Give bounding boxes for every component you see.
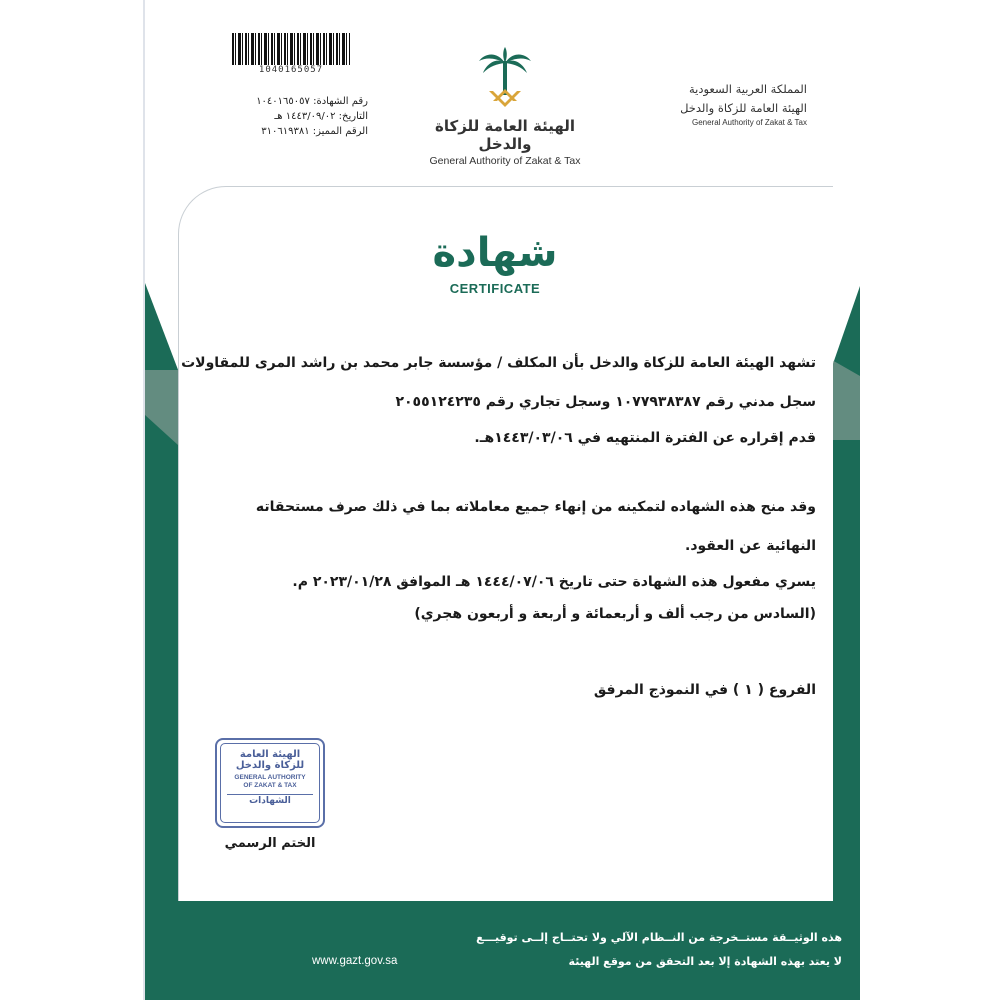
certificate-meta xyxy=(238,94,368,139)
ksa-header xyxy=(655,82,807,127)
footer-notice: هذه الوثيــقة مستــخرجة من النــظام الآلي ولا تحتــاج إلــى توقيـــع xyxy=(476,931,842,944)
logo-english-name: General Authority of Zakat & Tax xyxy=(429,155,581,167)
footer-band xyxy=(145,900,860,1000)
body-line-branches: الفروع ( ١ ) في النموذج المرفق xyxy=(593,682,816,698)
barcode-bars xyxy=(232,33,350,67)
official-stamp xyxy=(215,738,325,828)
barcode-number: 1040165057 xyxy=(232,65,350,75)
stamp-authority-en-1: GENERAL AUTHORITY xyxy=(234,774,306,781)
body-line-validity: يسري مفعول هذه الشهادة حتى تاريخ ١٤٤٤/٠٧/٠٦ هـ الموافق ٢٠٢٣/٠١/٢٨ م. xyxy=(292,574,816,590)
body-line-return-period: قدم إقراره عن الفترة المنتهيه في ١٤٤٣/٠٣/٠٦هـ. xyxy=(474,430,816,446)
body-line-validity-words: (السادس من رجب ألف و أربعمائة و أربعة و أربعون هجري) xyxy=(414,606,816,622)
distinguished-number: الرقم المميز: ٣١٠٦١٩٣٨١ xyxy=(261,126,368,137)
stamp-authority-en-2: OF ZAKAT & TAX xyxy=(243,782,297,789)
page-background xyxy=(0,0,145,1000)
stamp-authority-en xyxy=(221,774,319,790)
stamp-caption: الختم الرسمي xyxy=(224,836,316,851)
stamp-inner-border xyxy=(220,743,320,823)
stamp-authority-ar-2: للزكاة والدخل xyxy=(235,760,305,771)
ksa-kingdom-name: المملكة العربية السعودية xyxy=(689,82,807,96)
palm-logo-icon xyxy=(475,45,535,115)
footer-verification: لا يعتد بهذه الشهادة إلا بعد التحقق من موقع الهيئة xyxy=(568,955,842,968)
footer-website-link[interactable]: www.gazt.gov.sa xyxy=(312,955,398,967)
body-line-purpose: وقد منح هذه الشهاده لتمكينه من إنهاء جميع معاملاته بما في ذلك صرف مستحقاته xyxy=(255,499,816,515)
stamp-department: الشهادات xyxy=(227,794,313,806)
barcode xyxy=(232,33,350,73)
gazt-logo xyxy=(410,45,600,167)
stamp-authority-ar-1: الهيئة العامة xyxy=(239,749,301,760)
body-line-taxpayer: تشهد الهيئة العامة للزكاة والدخل بأن المكلف / مؤسسة جابر محمد بن راشد المرى للمقاولات xyxy=(181,355,816,371)
body-line-registration: سجل مدني رقم ١٠٧٧٩٣٨٣٨٧ وسجل تجاري رقم ٢٠٥٥١٢٤٢٣٥ xyxy=(395,394,816,410)
ksa-authority-en: General Authority of Zakat & Tax xyxy=(691,118,807,127)
body-line-contracts: النهائية عن العقود. xyxy=(685,538,816,554)
ksa-authority-ar: الهيئة العامة للزكاة والدخل xyxy=(680,101,807,115)
title-arabic: شهادة xyxy=(432,230,558,276)
certificate-number: رقم الشهادة: ١٠٤٠١٦٥٠٥٧ xyxy=(256,96,368,107)
title-english: CERTIFICATE xyxy=(449,281,541,296)
certificate-date: التاريخ: ١٤٤٣/٠٩/٠٢ هـ xyxy=(274,111,368,122)
logo-arabic-name: الهيئة العامة للزكاة والدخل xyxy=(434,117,576,153)
